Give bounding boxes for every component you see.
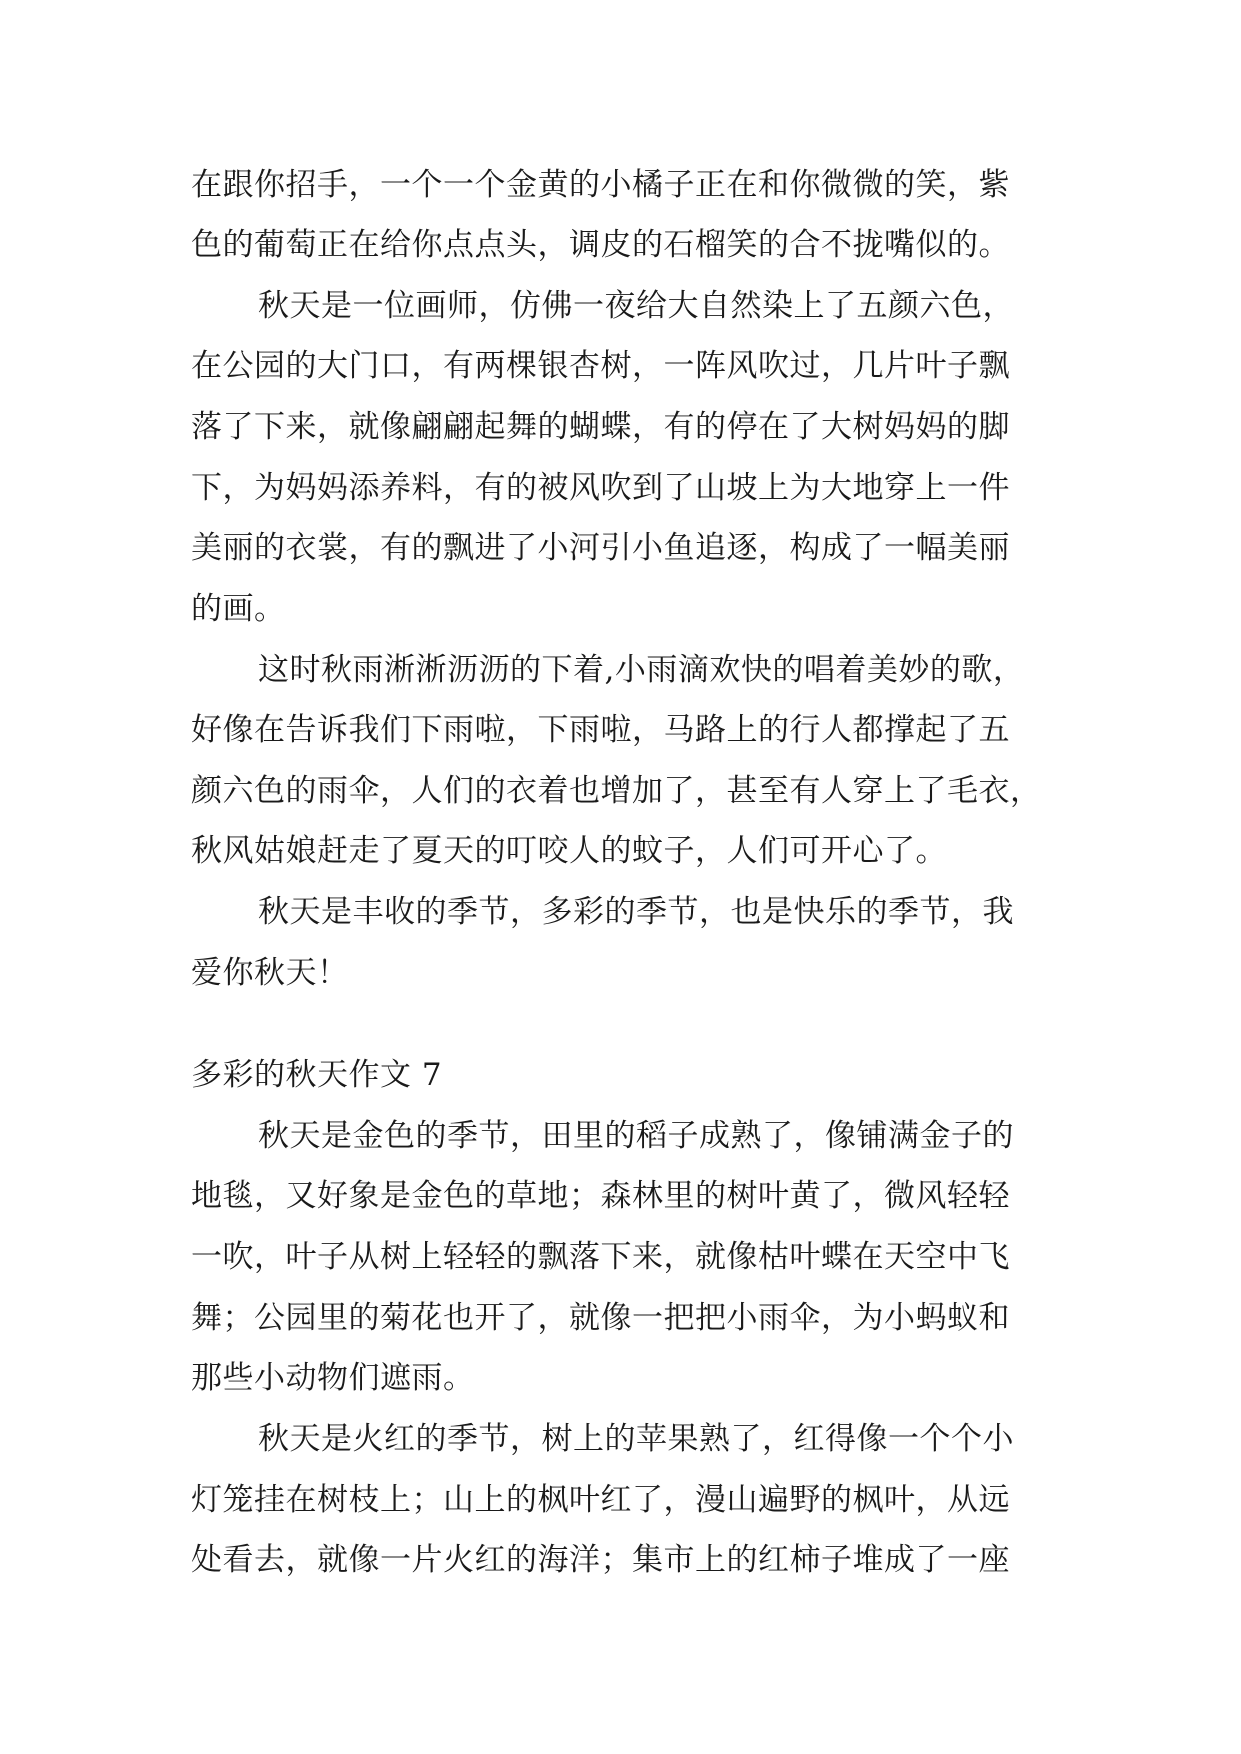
text-line-14: 爱你秋天！	[191, 955, 349, 991]
text-line-8: 的画。	[191, 591, 286, 627]
text-line-23: 处看去，就像一片火红的海洋；集市上的红柿子堆成了一座	[191, 1542, 1010, 1578]
paragraph-start-line: 秋天是一位画师，仿佛一夜给大自然染上了五颜六色，	[258, 288, 1014, 324]
text-line-6: 下，为妈妈添养料，有的被风吹到了山坡上为大地穿上一件	[191, 470, 1010, 506]
text-line-10: 好像在告诉我们下雨啦，下雨啦，马路上的行人都撑起了五	[191, 712, 1010, 748]
text-line-5: 落了下来，就像翩翩起舞的蝴蝶，有的停在了大树妈妈的脚	[191, 409, 1010, 445]
text-line-22: 灯笼挂在树枝上；山上的枫叶红了，漫山遍野的枫叶，从远	[191, 1482, 1010, 1518]
text-line-12: 秋风姑娘赶走了夏天的叮咬人的蚊子，人们可开心了。	[191, 833, 947, 869]
paragraph-start-line: 这时秋雨淅淅沥沥的下着,小雨滴欢快的唱着美妙的歌，	[258, 652, 1025, 688]
paragraph-start-line: 秋天是火红的季节，树上的苹果熟了，红得像一个个小	[258, 1421, 1014, 1457]
text-line-17: 地毯，又好象是金色的草地；森林里的树叶黄了，微风轻轻	[191, 1178, 1010, 1214]
text-line-1: 在跟你招手，一个一个金黄的小橘子正在和你微微的笑，紫	[191, 167, 1010, 203]
section-heading: 多彩的秋天作文 7	[191, 1057, 443, 1093]
text-line-18: 一吹，叶子从树上轻轻的飘落下来，就像枯叶蝶在天空中飞	[191, 1239, 1010, 1275]
text-line-7: 美丽的衣裳，有的飘进了小河引小鱼追逐，构成了一幅美丽	[191, 530, 1010, 566]
text-line-4: 在公园的大门口，有两棵银杏树，一阵风吹过，几片叶子飘	[191, 348, 1010, 384]
text-line-20: 那些小动物们遮雨。	[191, 1360, 475, 1396]
text-line-11: 颜六色的雨伞，人们的衣着也增加了，甚至有人穿上了毛衣，	[191, 773, 1042, 809]
paragraph-start-line: 秋天是丰收的季节，多彩的季节，也是快乐的季节，我	[258, 894, 1014, 930]
paragraph-start-line: 秋天是金色的季节，田里的稻子成熟了，像铺满金子的	[258, 1118, 1014, 1154]
text-line-2: 色的葡萄正在给你点点头，调皮的石榴笑的合不拢嘴似的。	[191, 227, 1010, 263]
text-line-19: 舞；公园里的菊花也开了，就像一把把小雨伞，为小蚂蚁和	[191, 1300, 1010, 1336]
